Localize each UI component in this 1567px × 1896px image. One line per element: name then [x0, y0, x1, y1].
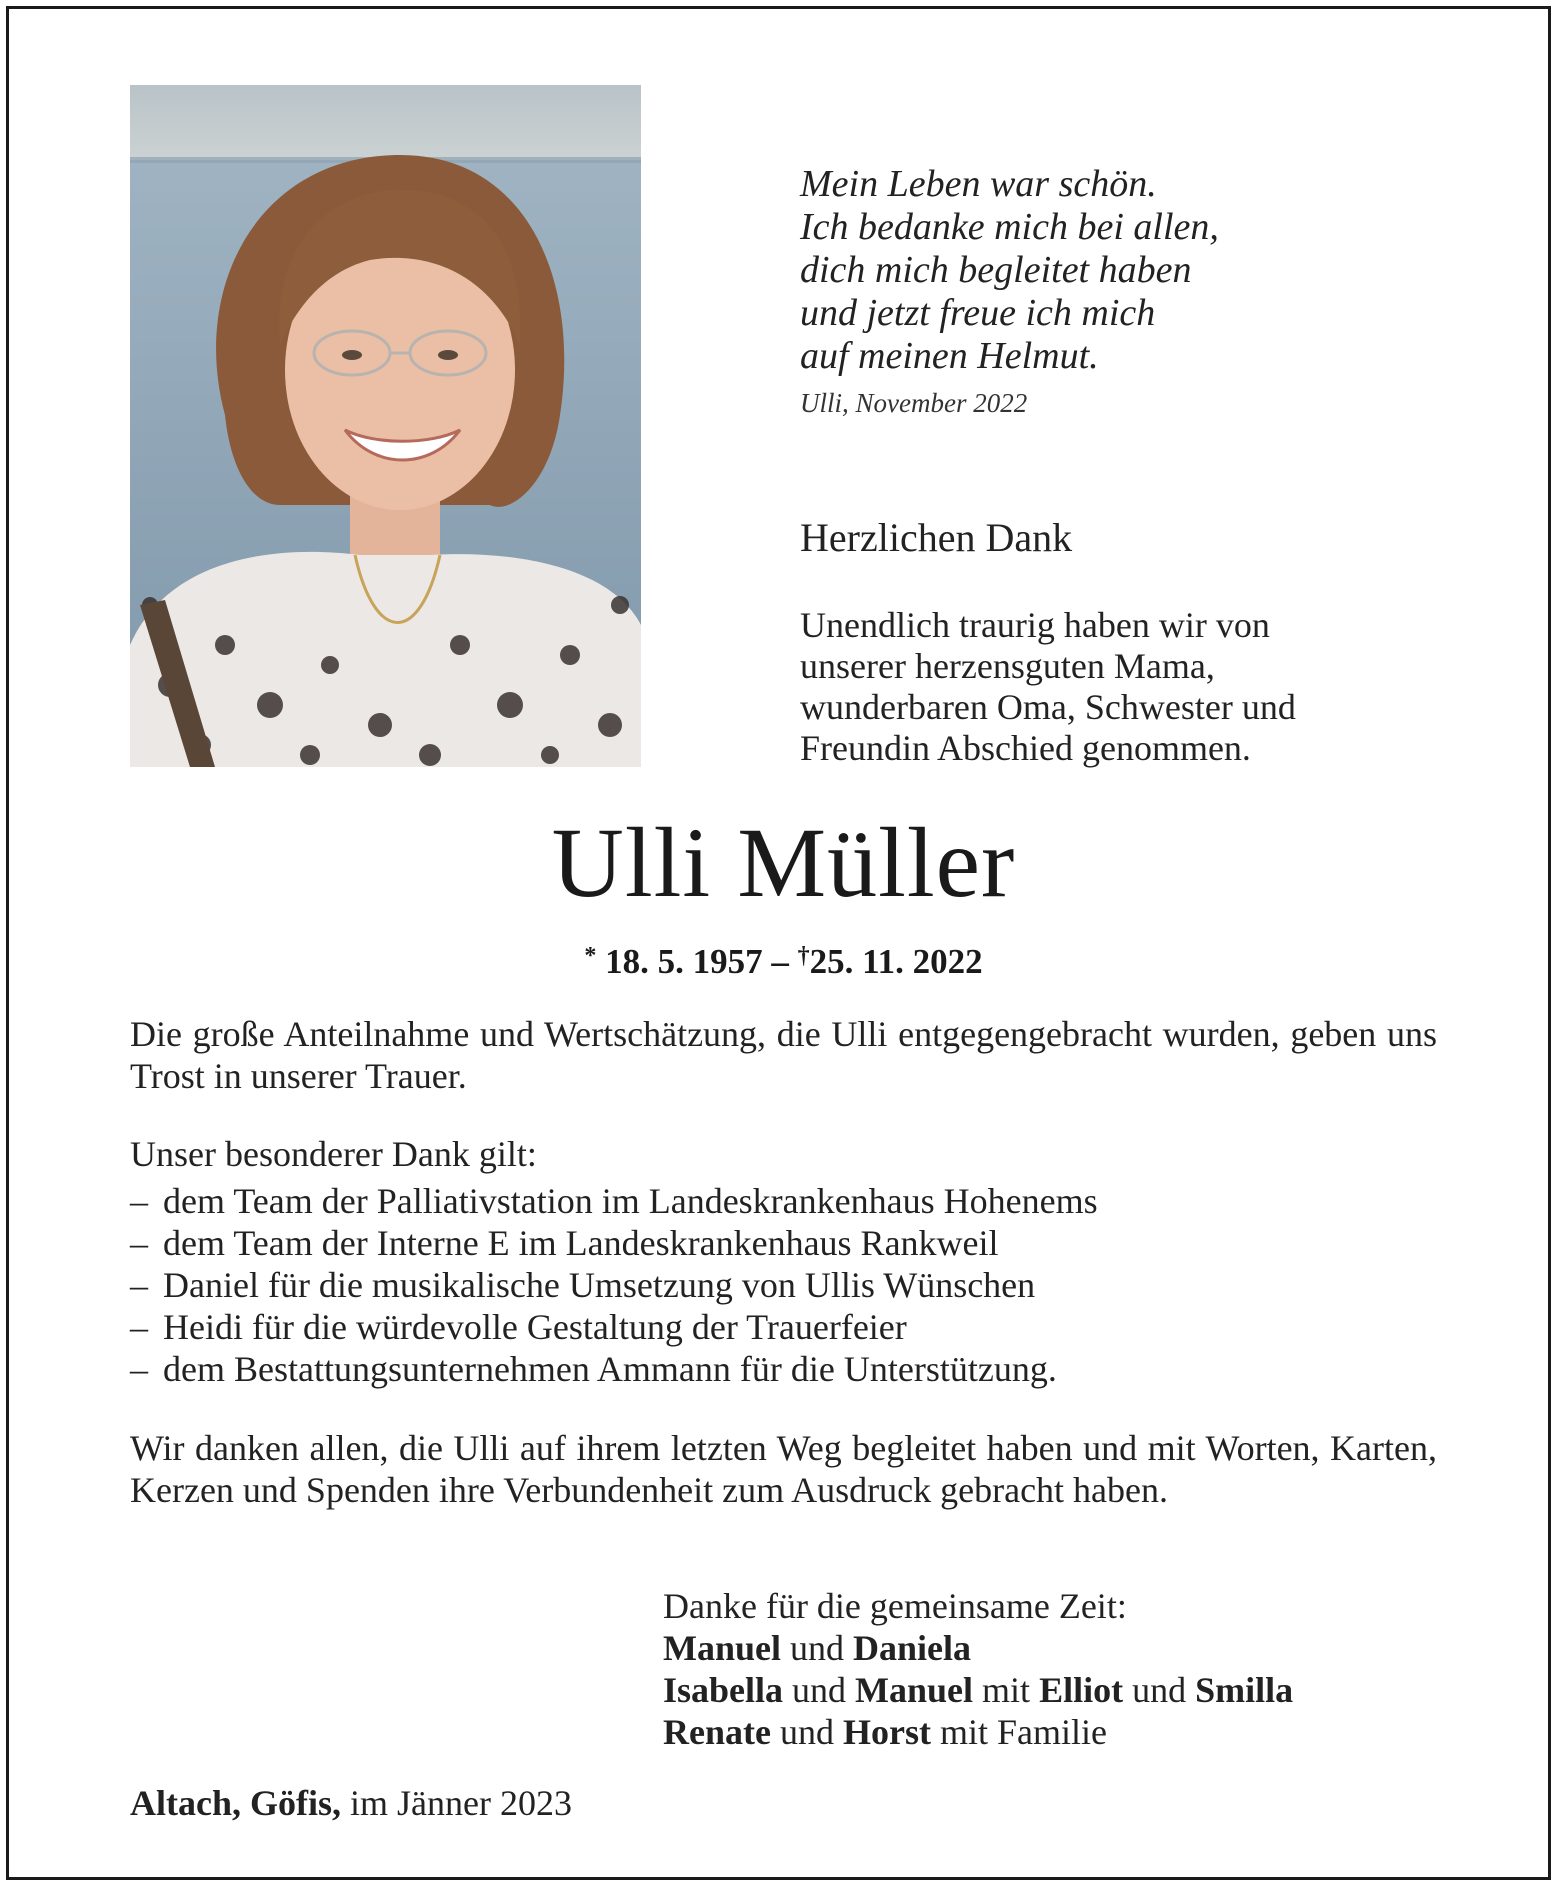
conjunction: und: [779, 1712, 834, 1752]
family-name: Horst: [842, 1712, 931, 1752]
quote-signature: Ulli, November 2022: [800, 388, 1028, 418]
intro-line: unserer herzensguten Mama,: [800, 646, 1215, 686]
list-item: [130, 1222, 1437, 1264]
memorial-quote: [800, 163, 1219, 378]
month-year: im Jänner 2023: [350, 1783, 572, 1823]
closing-paragraph: Wir danken allen, die Ulli auf ihrem letzten Weg begleitet haben und mit Worten, Karten, Kerzen und Spenden ihre Verbundenheit zum Ausdruck gebracht haben.: [130, 1428, 1437, 1510]
quote-line: Mein Leben war schön.: [800, 163, 1157, 205]
list-marker: –: [130, 1223, 148, 1263]
thanks-intro: [800, 605, 1296, 769]
deceased-name: Ulli Müller: [551, 807, 1016, 918]
closing-intro: Danke für die gemeinsame Zeit:: [663, 1586, 1127, 1626]
condolence-paragraph: Die große Anteilnahme und Wertschätzung, die Ulli entgegengebracht wurden, geben uns Trost in unserer Trauer.: [130, 1014, 1437, 1096]
quote-line: auf meinen Helmut.: [800, 335, 1099, 377]
quote-line: Ich bedanke mich bei allen,: [800, 206, 1219, 248]
conjunction: und: [792, 1670, 847, 1710]
list-marker: –: [130, 1349, 148, 1389]
quote-line: und jetzt freue ich mich: [800, 292, 1156, 334]
thanks-list: [130, 1180, 1437, 1390]
list-item: [130, 1348, 1437, 1390]
list-marker: –: [130, 1265, 148, 1305]
family-name: Manuel: [855, 1670, 974, 1710]
family-name: Manuel: [663, 1628, 782, 1668]
family-name: Smilla: [1195, 1670, 1294, 1710]
conjunction: und: [790, 1628, 845, 1668]
family-name: Daniela: [853, 1628, 972, 1668]
family-line: [663, 1669, 1293, 1711]
intro-line: wunderbaren Oma, Schwester und: [800, 687, 1296, 727]
list-item: [130, 1306, 1437, 1348]
portrait-illustration: [130, 85, 641, 767]
list-intro: Unser besonderer Dank gilt:: [130, 1134, 537, 1174]
family-suffix: mit Familie: [939, 1712, 1107, 1752]
date-separator: –: [771, 942, 789, 981]
portrait-photo: [130, 85, 641, 767]
conjunction: mit: [982, 1670, 1031, 1710]
life-dates: [0, 935, 1567, 983]
intro-line: Freundin Abschied genommen.: [800, 728, 1251, 768]
family-name: Renate: [663, 1712, 771, 1752]
birth-symbol: *: [584, 943, 597, 969]
place-names: Altach, Göfis,: [130, 1783, 341, 1823]
intro-line: Unendlich traurig haben wir von: [800, 605, 1270, 645]
list-item-text: Daniel für die musikalische Umsetzung von Ullis Wünschen: [163, 1265, 1036, 1305]
family-line: [663, 1627, 1293, 1669]
list-item-text: dem Bestattungsunternehmen Ammann für die Unterstützung.: [163, 1349, 1057, 1389]
list-marker: –: [130, 1307, 148, 1347]
death-date: 25. 11. 2022: [809, 942, 983, 981]
list-item: [130, 1180, 1437, 1222]
family-name: Isabella: [663, 1670, 784, 1710]
list-item-text: Heidi für die würdevolle Gestaltung der Trauerfeier: [163, 1307, 907, 1347]
list-marker: –: [130, 1181, 148, 1221]
family-line: [663, 1711, 1293, 1753]
family-name: Elliot: [1039, 1670, 1124, 1710]
quote-line: dich mich begleitet haben: [800, 249, 1192, 291]
list-item-text: dem Team der Interne E im Landeskrankenhaus Rankweil: [163, 1223, 999, 1263]
death-symbol: †: [797, 943, 810, 969]
conjunction: und: [1132, 1670, 1187, 1710]
thanks-heading: Herzlichen Dank: [800, 515, 1073, 560]
family-signature: [663, 1585, 1293, 1753]
place-date: [130, 1782, 572, 1824]
list-item-text: dem Team der Palliativstation im Landeskrankenhaus Hohenems: [163, 1181, 1098, 1221]
birth-date: 18. 5. 1957: [605, 942, 763, 981]
list-item: [130, 1264, 1437, 1306]
